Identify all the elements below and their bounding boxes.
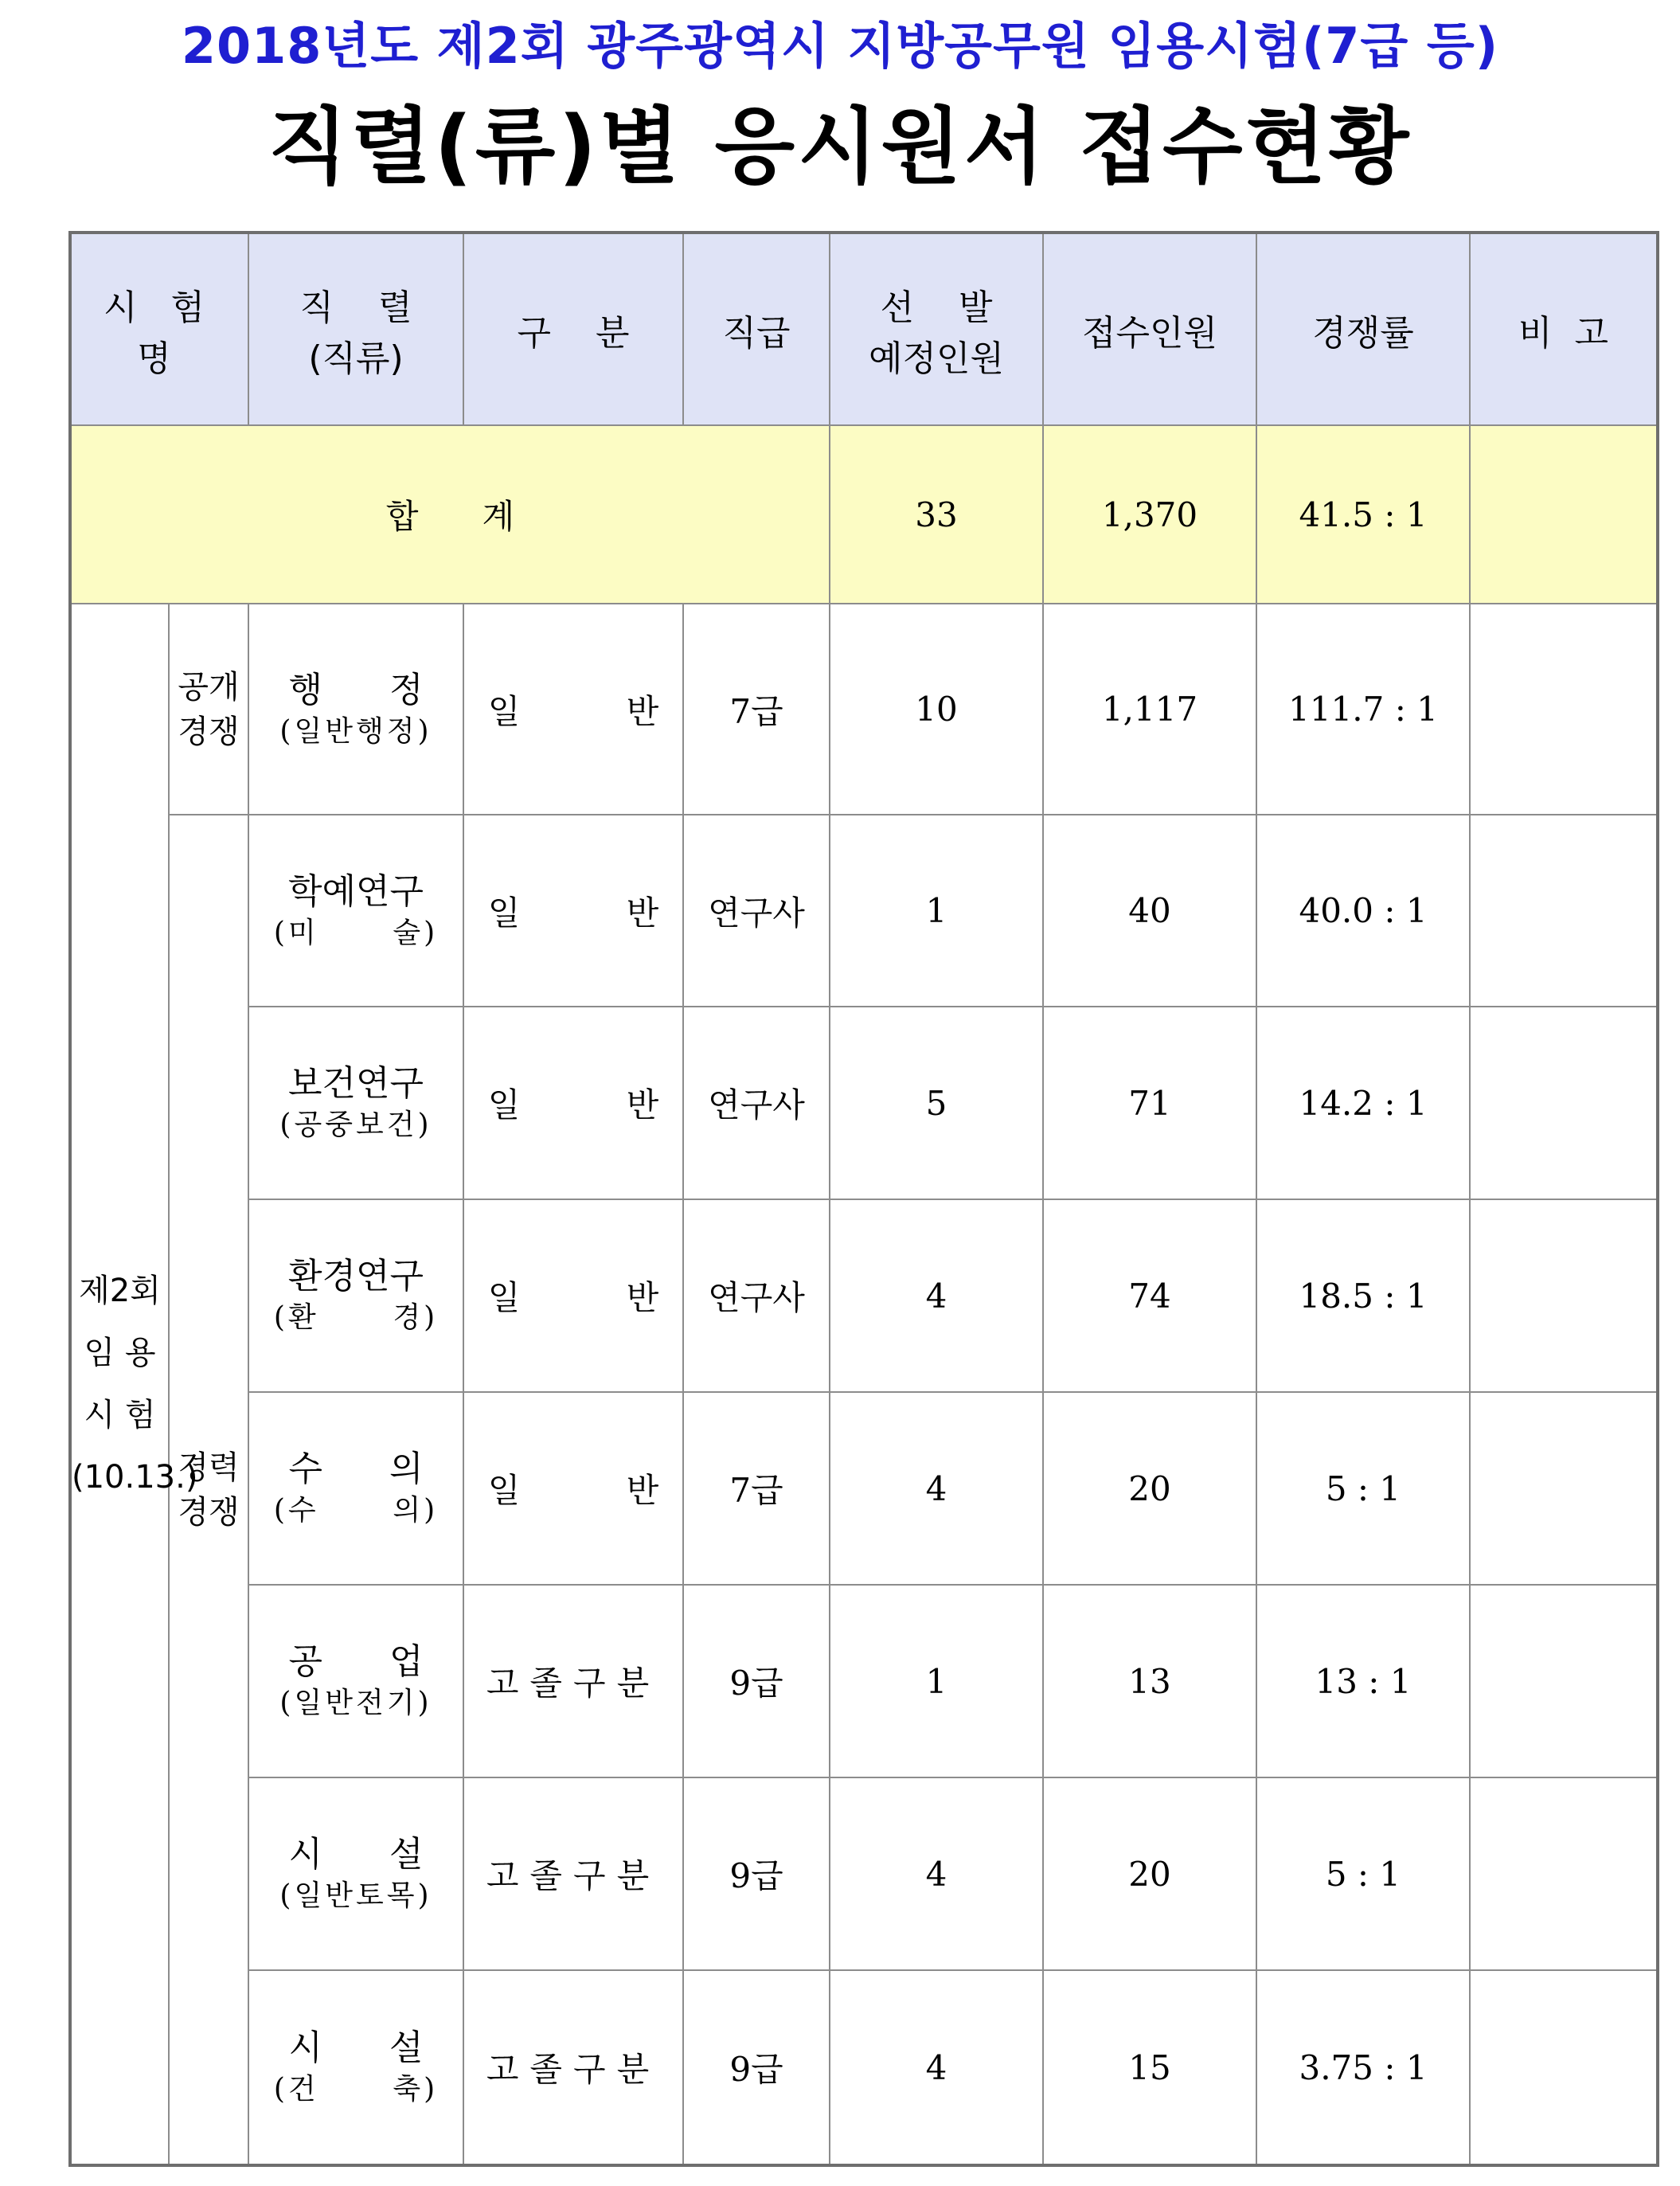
header-ratio: 경쟁률	[1256, 233, 1470, 425]
job-name: 보건연구	[288, 1063, 424, 1104]
note-cell	[1470, 1970, 1658, 2165]
open-competition-cell	[169, 604, 248, 815]
note-cell	[1470, 815, 1658, 1007]
ratio-cell: 5 : 1	[1256, 1392, 1470, 1585]
kind-line: 경쟁	[178, 713, 240, 750]
applicants-cell: 13	[1043, 1585, 1256, 1777]
planned-cell: 5	[830, 1007, 1043, 1199]
total-ratio: 41.5 : 1	[1256, 425, 1470, 604]
note-cell	[1470, 604, 1658, 815]
job-name: 환경연구	[288, 1256, 424, 1296]
planned-cell: 4	[830, 1970, 1043, 2165]
job-name: 학예연구	[288, 870, 424, 912]
table-row	[70, 1970, 1658, 2165]
table-row	[70, 604, 1658, 815]
planned-cell: 4	[830, 1199, 1043, 1392]
grade-cell: 9급	[683, 1585, 830, 1777]
total-planned: 33	[830, 425, 1043, 604]
document-title: 2018년도 제2회 광주광역시 지방공무원 임용시험(7급 등)	[181, 17, 1499, 75]
applicants-cell: 15	[1043, 1970, 1256, 2165]
job-cell	[248, 1585, 463, 1777]
header-note: 비 고	[1470, 233, 1658, 425]
applicants-cell: 40	[1043, 815, 1256, 1007]
table-row	[70, 1392, 1658, 1585]
job-cell	[248, 1777, 463, 1970]
note-cell	[1470, 1777, 1658, 1970]
gubun-cell: 일 반	[463, 1007, 683, 1199]
job-name: 수 의	[288, 1449, 424, 1489]
grade-cell: 9급	[683, 1777, 830, 1970]
header-grade: 직급	[683, 233, 830, 425]
planned-cell: 1	[830, 1585, 1043, 1777]
header-applicants: 접수인원	[1043, 233, 1256, 425]
ratio-cell: 13 : 1	[1256, 1585, 1470, 1777]
total-note	[1470, 425, 1658, 604]
job-cell	[248, 604, 463, 815]
exam-name-line: (10.13.)	[72, 1459, 198, 1496]
table-row	[70, 1585, 1658, 1777]
table-row	[70, 1777, 1658, 1970]
exam-name-line: 시 험	[84, 1397, 156, 1433]
header-exam: 시 험 명	[70, 233, 248, 425]
exam-name-line: 제2회	[79, 1273, 161, 1309]
gubun-cell: 일 반	[463, 604, 683, 815]
header-gubun: 구 분	[463, 233, 683, 425]
header-planned-line1: 선 발	[880, 287, 993, 328]
total-label: 합 계	[70, 425, 830, 604]
applicants-cell: 20	[1043, 1777, 1256, 1970]
table-row	[70, 1007, 1658, 1199]
job-subname: (수 의)	[273, 1494, 439, 1527]
job-name: 행 정	[288, 669, 424, 710]
job-name: 시 설	[288, 1834, 424, 1875]
ratio-cell: 3.75 : 1	[1256, 1970, 1470, 2165]
job-cell	[248, 1007, 463, 1199]
job-subname: (건 축)	[273, 2073, 439, 2106]
planned-cell: 1	[830, 815, 1043, 1007]
gubun-cell: 고졸구분	[463, 1585, 683, 1777]
career-competition-cell	[169, 815, 248, 2165]
ratio-cell: 5 : 1	[1256, 1777, 1470, 1970]
ratio-cell: 18.5 : 1	[1256, 1199, 1470, 1392]
gubun-cell: 고졸구분	[463, 1777, 683, 1970]
header-row	[70, 233, 1658, 425]
exam-name-cell	[70, 604, 198, 2165]
table-row	[70, 1199, 1658, 1392]
applicant-status-table	[68, 231, 1659, 2167]
table-row	[70, 815, 1658, 1007]
job-cell	[248, 1392, 463, 1585]
gubun-cell: 일 반	[463, 815, 683, 1007]
applicants-cell: 20	[1043, 1392, 1256, 1585]
document-subtitle: 직렬(류)별 응시원서 접수현황	[268, 98, 1412, 195]
header-job-line2: (직류)	[308, 338, 404, 379]
total-row	[70, 425, 1658, 604]
job-name: 공 업	[288, 1641, 424, 1682]
planned-cell: 10	[830, 604, 1043, 815]
job-cell	[248, 1970, 463, 2165]
gubun-cell: 일 반	[463, 1392, 683, 1585]
note-cell	[1470, 1392, 1658, 1585]
job-cell	[248, 815, 463, 1007]
applicants-cell: 1,117	[1043, 604, 1256, 815]
gubun-cell: 고졸구분	[463, 1970, 683, 2165]
applicants-cell: 74	[1043, 1199, 1256, 1392]
planned-cell: 4	[830, 1392, 1043, 1585]
total-applicants: 1,370	[1043, 425, 1256, 604]
applicants-cell: 71	[1043, 1007, 1256, 1199]
planned-cell: 4	[830, 1777, 1043, 1970]
grade-cell: 연구사	[683, 815, 830, 1007]
header-planned-line2: 예정인원	[869, 338, 1005, 379]
job-subname: (미 술)	[273, 916, 439, 949]
ratio-cell: 111.7 : 1	[1256, 604, 1470, 815]
note-cell	[1470, 1585, 1658, 1777]
kind-line: 경쟁	[178, 1493, 240, 1531]
ratio-cell: 14.2 : 1	[1256, 1007, 1470, 1199]
job-name: 시 설	[288, 2028, 424, 2068]
grade-cell: 9급	[683, 1970, 830, 2165]
note-cell	[1470, 1007, 1658, 1199]
job-subname: (일반전기)	[279, 1687, 432, 1719]
grade-cell: 연구사	[683, 1199, 830, 1392]
grade-cell: 7급	[683, 604, 830, 815]
job-subname: (일반행정)	[279, 714, 432, 748]
ratio-cell: 40.0 : 1	[1256, 815, 1470, 1007]
kind-line: 경력	[178, 1449, 240, 1486]
job-cell	[248, 1199, 463, 1392]
job-subname: (환 경)	[273, 1301, 439, 1334]
job-subname: (일반토목)	[279, 1879, 432, 1912]
header-job	[248, 233, 463, 425]
kind-line: 공개	[178, 668, 240, 706]
job-subname: (공중보건)	[279, 1109, 432, 1141]
header-job-line1: 직 렬	[299, 287, 412, 328]
grade-cell: 연구사	[683, 1007, 830, 1199]
header-planned	[830, 233, 1043, 425]
exam-name-line: 임 용	[84, 1335, 156, 1371]
grade-cell: 7급	[683, 1392, 830, 1585]
note-cell	[1470, 1199, 1658, 1392]
gubun-cell: 일 반	[463, 1199, 683, 1392]
